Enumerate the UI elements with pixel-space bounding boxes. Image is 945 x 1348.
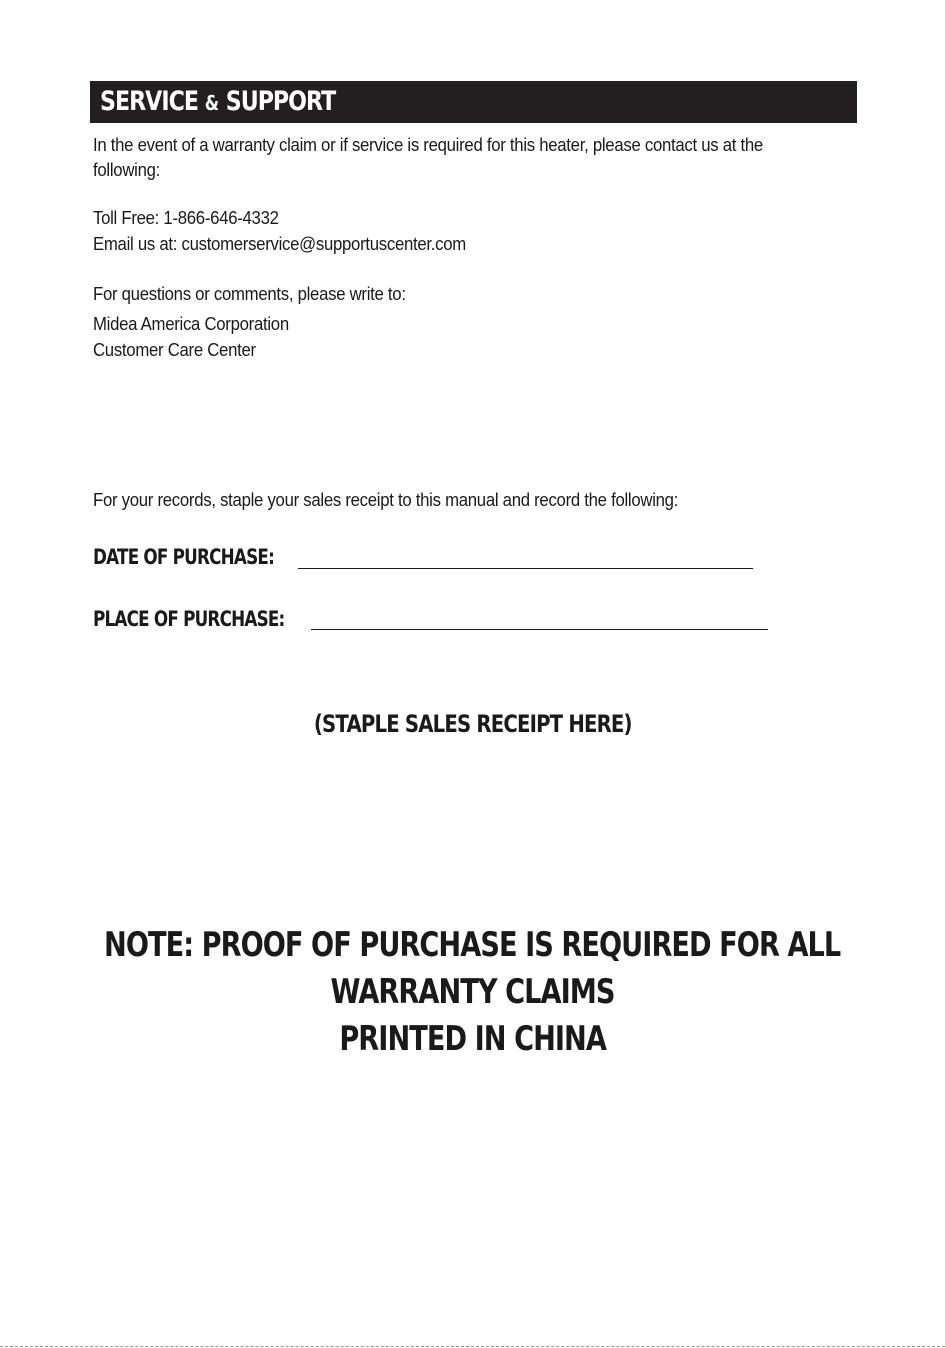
records-instruction: For your records, staple your sales receipt to this manual and record the following: bbox=[93, 490, 679, 510]
company-name: Midea America Corporation bbox=[93, 314, 289, 334]
note-line-2 bbox=[0, 969, 945, 1016]
place-of-purchase-label: PLACE OF PURCHASE: bbox=[93, 607, 285, 631]
note-line-3-text: PRINTED IN CHINA bbox=[339, 1019, 606, 1059]
staple-receipt-text: (STAPLE SALES RECEIPT HERE) bbox=[313, 710, 632, 738]
title-service: SERVICE bbox=[100, 86, 205, 117]
proof-of-purchase-note bbox=[0, 922, 945, 1063]
department-name: Customer Care Center bbox=[93, 340, 256, 360]
title-ampersand: & bbox=[204, 91, 220, 115]
staple-receipt-area bbox=[0, 708, 945, 740]
section-title bbox=[100, 84, 335, 121]
title-support: SUPPORT bbox=[219, 86, 336, 117]
toll-free-number: Toll Free: 1-866-646-4332 bbox=[93, 208, 279, 228]
note-line-3 bbox=[0, 1016, 945, 1063]
page-cut-line bbox=[0, 1346, 945, 1347]
mail-prompt: For questions or comments, please write to: bbox=[93, 284, 406, 304]
place-of-purchase-field[interactable] bbox=[311, 629, 768, 630]
section-header-bar bbox=[90, 81, 857, 123]
support-email: Email us at: customerservice@supportuscenter.com bbox=[93, 234, 466, 254]
date-of-purchase-label: DATE OF PURCHASE: bbox=[93, 545, 275, 569]
note-line-1-text: NOTE: PROOF OF PURCHASE IS REQUIRED FOR ALL bbox=[104, 925, 841, 965]
date-of-purchase-field[interactable] bbox=[298, 568, 753, 569]
note-line-1 bbox=[0, 922, 945, 969]
intro-text-line-2: following: bbox=[93, 160, 161, 180]
note-line-2-text: WARRANTY CLAIMS bbox=[330, 972, 615, 1012]
intro-text-line-1: In the event of a warranty claim or if service is required for this heater, please contact us at the bbox=[93, 135, 763, 155]
